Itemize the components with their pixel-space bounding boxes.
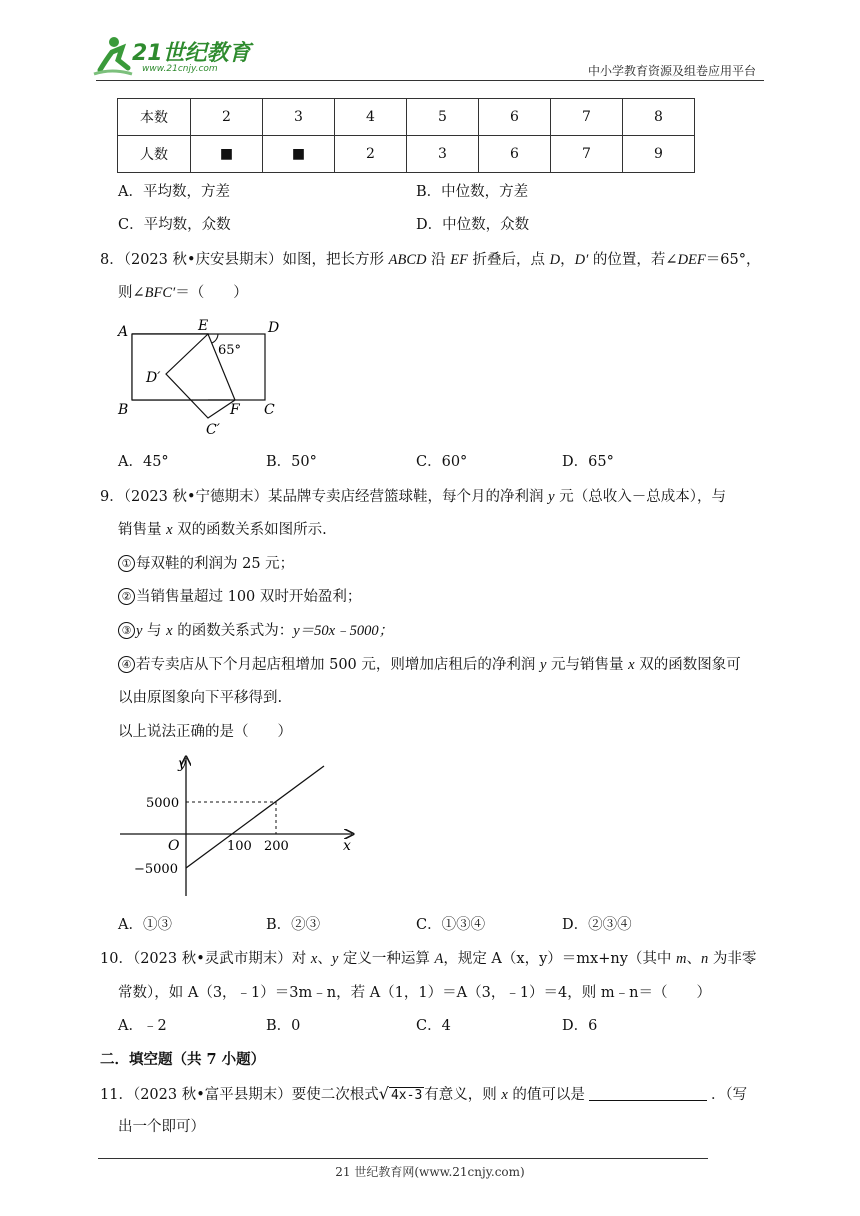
label-d-prime: D′	[146, 370, 161, 386]
q9-option-a: A．①③	[118, 917, 172, 933]
table-cell: 8	[623, 99, 695, 136]
q9-stem-line1: 9．（2023 秋•宁德期末）某品牌专卖店经营篮球鞋，每个月的净利润 y 元（总收入－总成本），与	[100, 489, 726, 505]
x-axis-label: x	[343, 838, 351, 854]
label-c: C	[264, 402, 275, 418]
table-row	[118, 136, 695, 173]
q9-stem-line2: 销售量 x 双的函数关系如图所示.	[118, 522, 327, 538]
table-cell: 4	[335, 99, 407, 136]
label-b: B	[118, 402, 129, 418]
origin-label: O	[168, 838, 180, 854]
q9-statement-1: ① 每双鞋的利润为 25 元；	[118, 554, 294, 574]
logo-text: 21世纪教育	[132, 41, 251, 66]
q9-statement-2: ② 当销售量超过 100 双时开始盈利；	[118, 587, 361, 607]
radicand: 4x-3	[390, 1088, 423, 1103]
table-cell: 2	[335, 136, 407, 173]
q11-stem-line2: 出一个即可）	[118, 1119, 205, 1135]
answer-blank[interactable]	[589, 1086, 707, 1101]
section-heading: 二．填空题（共 7 小题）	[100, 1051, 266, 1068]
q10-option-b: B．0	[266, 1018, 301, 1034]
q8-stem-line2: 则∠BFC′＝（ ）	[118, 285, 248, 301]
q7-option-a: A．平均数，方差	[118, 184, 230, 200]
q9-option-d: D．②③④	[562, 917, 632, 933]
table-cell: 3	[263, 99, 335, 136]
q8-figure	[112, 316, 292, 440]
table-cell: 6	[479, 99, 551, 136]
logo-url[interactable]: www.21cnjy.com	[142, 64, 218, 74]
y-axis-label: y	[178, 756, 186, 772]
q9-option-b: B．②③	[266, 917, 321, 933]
label-e: E	[198, 318, 209, 334]
table-cell: 7	[551, 136, 623, 173]
header-divider	[96, 80, 764, 81]
q8-option-a: A．45°	[118, 454, 169, 470]
q9-statement-4-cont: 以由原图象向下平移得到.	[118, 690, 283, 706]
q10-stem-line2: 常数），如 A（3，﹣1）＝3m﹣n，若 A（1，1）＝A（3，﹣1）＝4，则 m﹣n＝（ ）	[118, 985, 711, 1001]
table-row	[118, 99, 695, 136]
footer-link[interactable]: 21 世纪教育网(www.21cnjy.com)	[335, 1165, 525, 1179]
q9-graph	[116, 752, 366, 904]
q7-option-c: C．平均数，众数	[118, 217, 231, 233]
platform-name: 中小学教育资源及组卷应用平台	[587, 64, 756, 78]
q9-statement-4: ④ 若专卖店从下个月起店租增加 500 元，则增加店租后的净利润 y 元与销售量 x 双的函数图象可	[118, 655, 741, 675]
q10-stem-line1: 10．（2023 秋•灵武市期末）对 x、y 定义一种运算 A，规定 A（x，y）＝mx+ny（其中 m、n 为非零	[100, 951, 757, 967]
q7-option-d: D．中位数，众数	[416, 217, 530, 233]
angle-label: 65°	[218, 343, 242, 358]
table-cell: ■	[191, 136, 263, 173]
q9-question: 以上说法正确的是（ ）	[118, 724, 292, 740]
table-cell: 5	[407, 99, 479, 136]
q9-statement-3: ③ y 与 x 的函数关系式为：y＝50x﹣5000；	[118, 621, 393, 641]
q10-option-a: A．﹣2	[118, 1018, 167, 1034]
q8-stem-line1: 8．（2023 秋•庆安县期末）如图，把长方形 ABCD 沿 EF 折叠后，点 D，D′ 的位置，若∠DEF＝65°，	[100, 252, 761, 268]
function-line	[186, 766, 324, 868]
x-tick-200: 200	[264, 839, 289, 854]
table-cell: 2	[191, 99, 263, 136]
table-cell: 本数	[118, 99, 191, 136]
x-tick-100: 100	[227, 839, 252, 854]
table-cell: 人数	[118, 136, 191, 173]
q10-option-d: D．6	[562, 1018, 598, 1034]
table-cell: 3	[407, 136, 479, 173]
y-tick-minus-5000: −5000	[134, 862, 178, 877]
q8-option-b: B．50°	[266, 454, 317, 470]
q10-option-c: C．4	[416, 1018, 451, 1034]
q7-option-b: B．中位数，方差	[416, 184, 529, 200]
label-d: D	[268, 320, 280, 336]
q9-option-c: C．①③④	[416, 917, 486, 933]
q8-option-d: D．65°	[562, 454, 614, 470]
table-cell: 9	[623, 136, 695, 173]
label-a: A	[118, 324, 129, 340]
q11-stem-line1: 11．（2023 秋•富平县期末）要使二次根式√ 4x-3 有意义，则 x 的值可以是 ．（写	[100, 1084, 748, 1103]
label-c-prime: C′	[206, 422, 220, 438]
y-tick-5000: 5000	[146, 796, 180, 811]
q8-option-c: C．60°	[416, 454, 468, 470]
data-table	[117, 98, 695, 173]
table-cell: ■	[263, 136, 335, 173]
table-cell: 7	[551, 99, 623, 136]
logo	[92, 34, 262, 78]
table-cell: 6	[479, 136, 551, 173]
footer-divider	[98, 1158, 708, 1159]
label-f: F	[230, 402, 240, 418]
